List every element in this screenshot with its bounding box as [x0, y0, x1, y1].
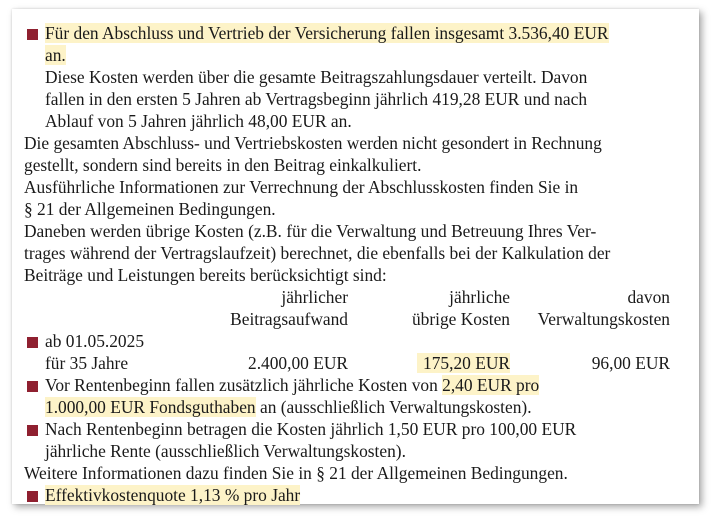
paragraph-text: Daneben werden übrige Kosten (z.B. für die Verwaltung und Betreuung Ihres Ver-: [24, 221, 597, 241]
table-cell-other-costs: 175,20 EUR: [417, 352, 510, 374]
table-header-admin-costs: davon: [627, 287, 670, 307]
paragraph-text: Beiträge und Leistungen bereits berücksichtigt sind:: [24, 265, 387, 285]
bullet-square-icon: [27, 491, 38, 502]
post-retirement-cost-text-cont: jährliche Rente (ausschließlich Verwaltungskosten).: [45, 441, 406, 461]
bullet-square-icon: [27, 337, 38, 348]
table-cell-admin-costs: 96,00 EUR: [591, 353, 670, 373]
paragraph-text: gestellt, sondern sind bereits in den Beitrag einkalkuliert.: [24, 155, 422, 175]
paragraph-text: Ausführliche Informationen zur Verrechnung der Abschlusskosten finden Sie in: [24, 177, 579, 197]
table-header-other-costs: übrige Kosten: [411, 309, 510, 329]
total-acquisition-cost-text-cont: an.: [45, 45, 66, 65]
post-retirement-cost-text: Nach Rentenbeginn betragen die Kosten jährlich 1,50 EUR pro 100,00 EUR: [45, 419, 577, 439]
bullet-square-icon: [27, 29, 38, 40]
cost-distribution-text: Ablauf von 5 Jahren jährlich 48,00 EUR an.: [45, 111, 352, 131]
effective-cost-ratio-text: Effektivkostenquote 1,13 % pro Jahr: [45, 485, 301, 505]
table-header-admin-costs: Verwaltungskosten: [537, 309, 670, 329]
cost-distribution-text: Diese Kosten werden über die gesamte Beitragszahlungsdauer verteilt. Davon: [45, 67, 588, 87]
paragraph-text: Weitere Informationen dazu finden Sie in § 21 der Allgemeinen Bedingungen.: [24, 463, 568, 483]
pre-retirement-cost-text: Vor Rentenbeginn fallen zusätzlich jährliche Kosten von 2,40 EUR pro: [45, 375, 540, 395]
paragraph-text: trages während der Vertragslaufzeit) berechnet, die ebenfalls bei der Kalkulation der: [24, 243, 611, 263]
table-cell-annual-premium: 2.400,00 EUR: [248, 353, 348, 373]
table-header-other-costs: jährliche: [449, 287, 510, 307]
pre-retirement-cost-text-cont: 1.000,00 EUR Fondsguthaben an (ausschließlich Verwaltungskosten).: [45, 397, 532, 417]
bullet-square-icon: [27, 425, 38, 436]
paragraph-text: § 21 der Allgemeinen Bedingungen.: [24, 199, 276, 219]
bullet-square-icon: [27, 381, 38, 392]
table-row-label: für 35 Jahre: [45, 353, 129, 373]
paragraph-text: Die gesamten Abschluss- und Vertriebskosten werden nicht gesondert in Rechnung: [24, 133, 602, 153]
total-acquisition-cost-text: Für den Abschluss und Vertrieb der Versicherung fallen insgesamt 3.536,40 EUR: [45, 23, 609, 43]
table-row-label: ab 01.05.2025: [45, 331, 145, 351]
cost-distribution-text: fallen in den ersten 5 Jahren ab Vertragsbeginn jährlich 419,28 EUR und nach: [45, 89, 588, 109]
table-header-annual-premium: jährlicher: [281, 287, 348, 307]
table-header-annual-premium: Beitragsaufwand: [230, 309, 348, 329]
